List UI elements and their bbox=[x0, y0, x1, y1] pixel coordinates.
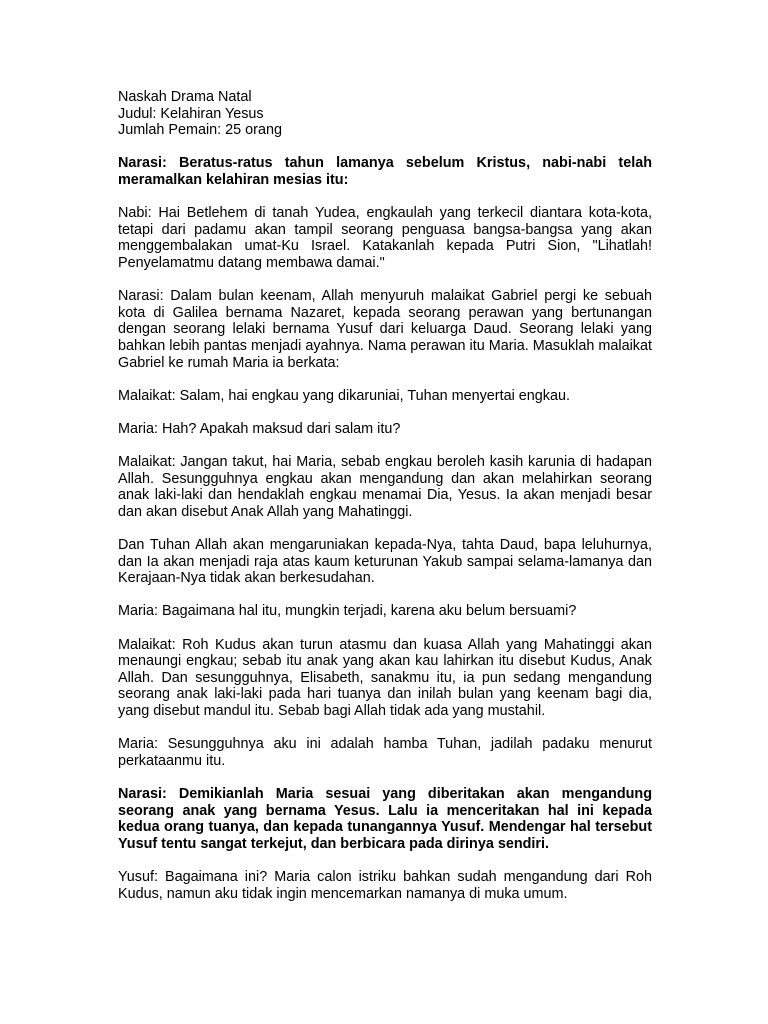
paragraph-malaikat-2: Malaikat: Jangan takut, hai Maria, sebab engkau beroleh kasih karunia di hadapan Allah. Sesungguhnya engkau akan mengandung dan akan melahirkan seorang anak laki-laki dan hendaklah engkau menamai Dia, Yesus. Ia akan menjadi besar dan akan disebut Anak Allah yang Mahatinggi. bbox=[118, 454, 652, 520]
drama-title-line: Judul: Kelahiran Yesus bbox=[118, 105, 264, 122]
paragraph-nabi: Nabi: Hai Betlehem di tanah Yudea, engkaulah yang terkecil diantara kota-kota, tetapi dari padamu akan tampil seorang penguasa bangsa-bangsa yang akan menggembalakan umat-Ku Israel. Katakanlah kepada Putri Sion, "Lihatlah! Penyelamatmu datang membawa damai." bbox=[118, 205, 652, 271]
paragraph-malaikat-2-cont: Dan Tuhan Allah akan mengaruniakan kepada-Nya, tahta Daud, bapa leluhurnya, dan Ia akan menjadi raja atas kaum keturunan Yakub sampai selama-lamanya dan Kerajaan-Nya tidak akan berkesudahan. bbox=[118, 537, 652, 587]
document-page bbox=[118, 89, 652, 902]
paragraph-narration-2: Narasi: Dalam bulan keenam, Allah menyuruh malaikat Gabriel pergi ke sebuah kota di Galilea bernama Nazaret, kepada seorang perawan yang bertunangan dengan seorang lelaki bernama Yusuf dari keluarga Daud. Seorang lelaki yang bahkan lebih pantas menjadi ayahnya. Nama perawan itu Maria. Masuklah malaikat Gabriel ke rumah Maria ia berkata: bbox=[118, 288, 652, 371]
document-title: Naskah Drama Natal bbox=[118, 89, 252, 105]
paragraph-narration-1: Narasi: Beratus-ratus tahun lamanya sebelum Kristus, nabi-nabi telah meramalkan kelahiran mesias itu: bbox=[118, 155, 652, 188]
paragraph-maria-2: Maria: Bagaimana hal itu, mungkin terjadi, karena aku belum bersuami? bbox=[118, 603, 577, 620]
cast-count-line: Jumlah Pemain: 25 orang bbox=[118, 122, 282, 139]
paragraph-malaikat-3: Malaikat: Roh Kudus akan turun atasmu dan kuasa Allah yang Mahatinggi akan menaungi engkau; sebab itu anak yang akan kau lahirkan itu disebut Kudus, Anak Allah. Dan sesungguhnya, Elisabeth, sanakmu itu, ia pun sedang mengandung seorang anak laki-laki pada hari tuanya dan inilah bulan yang keenam bagi dia, yang disebut mandul itu. Sebab bagi Allah tidak ada yang mustahil. bbox=[118, 636, 652, 719]
paragraph-maria-3: Maria: Sesungguhnya aku ini adalah hamba Tuhan, jadilah padaku menurut perkataanmu itu. bbox=[118, 736, 652, 769]
paragraph-maria-1: Maria: Hah? Apakah maksud dari salam itu? bbox=[118, 420, 401, 437]
paragraph-yusuf-1: Yusuf: Bagaimana ini? Maria calon istriku bahkan sudah mengandung dari Roh Kudus, namun aku tidak ingin mencemarkan namanya di muka umum. bbox=[118, 868, 652, 902]
paragraph-narration-3: Narasi: Demikianlah Maria sesuai yang diberitakan akan mengandung seorang anak yang bernama Yesus. Lalu ia menceritakan hal ini kepada kedua orang tuanya, dan kepada tunangannya Yusuf. Mendengar hal tersebut Yusuf tentu sangat terkejut, dan berbicara pada dirinya sendiri. bbox=[118, 785, 652, 852]
paragraph-malaikat-1: Malaikat: Salam, hai engkau yang dikaruniai, Tuhan menyertai engkau. bbox=[118, 387, 570, 404]
